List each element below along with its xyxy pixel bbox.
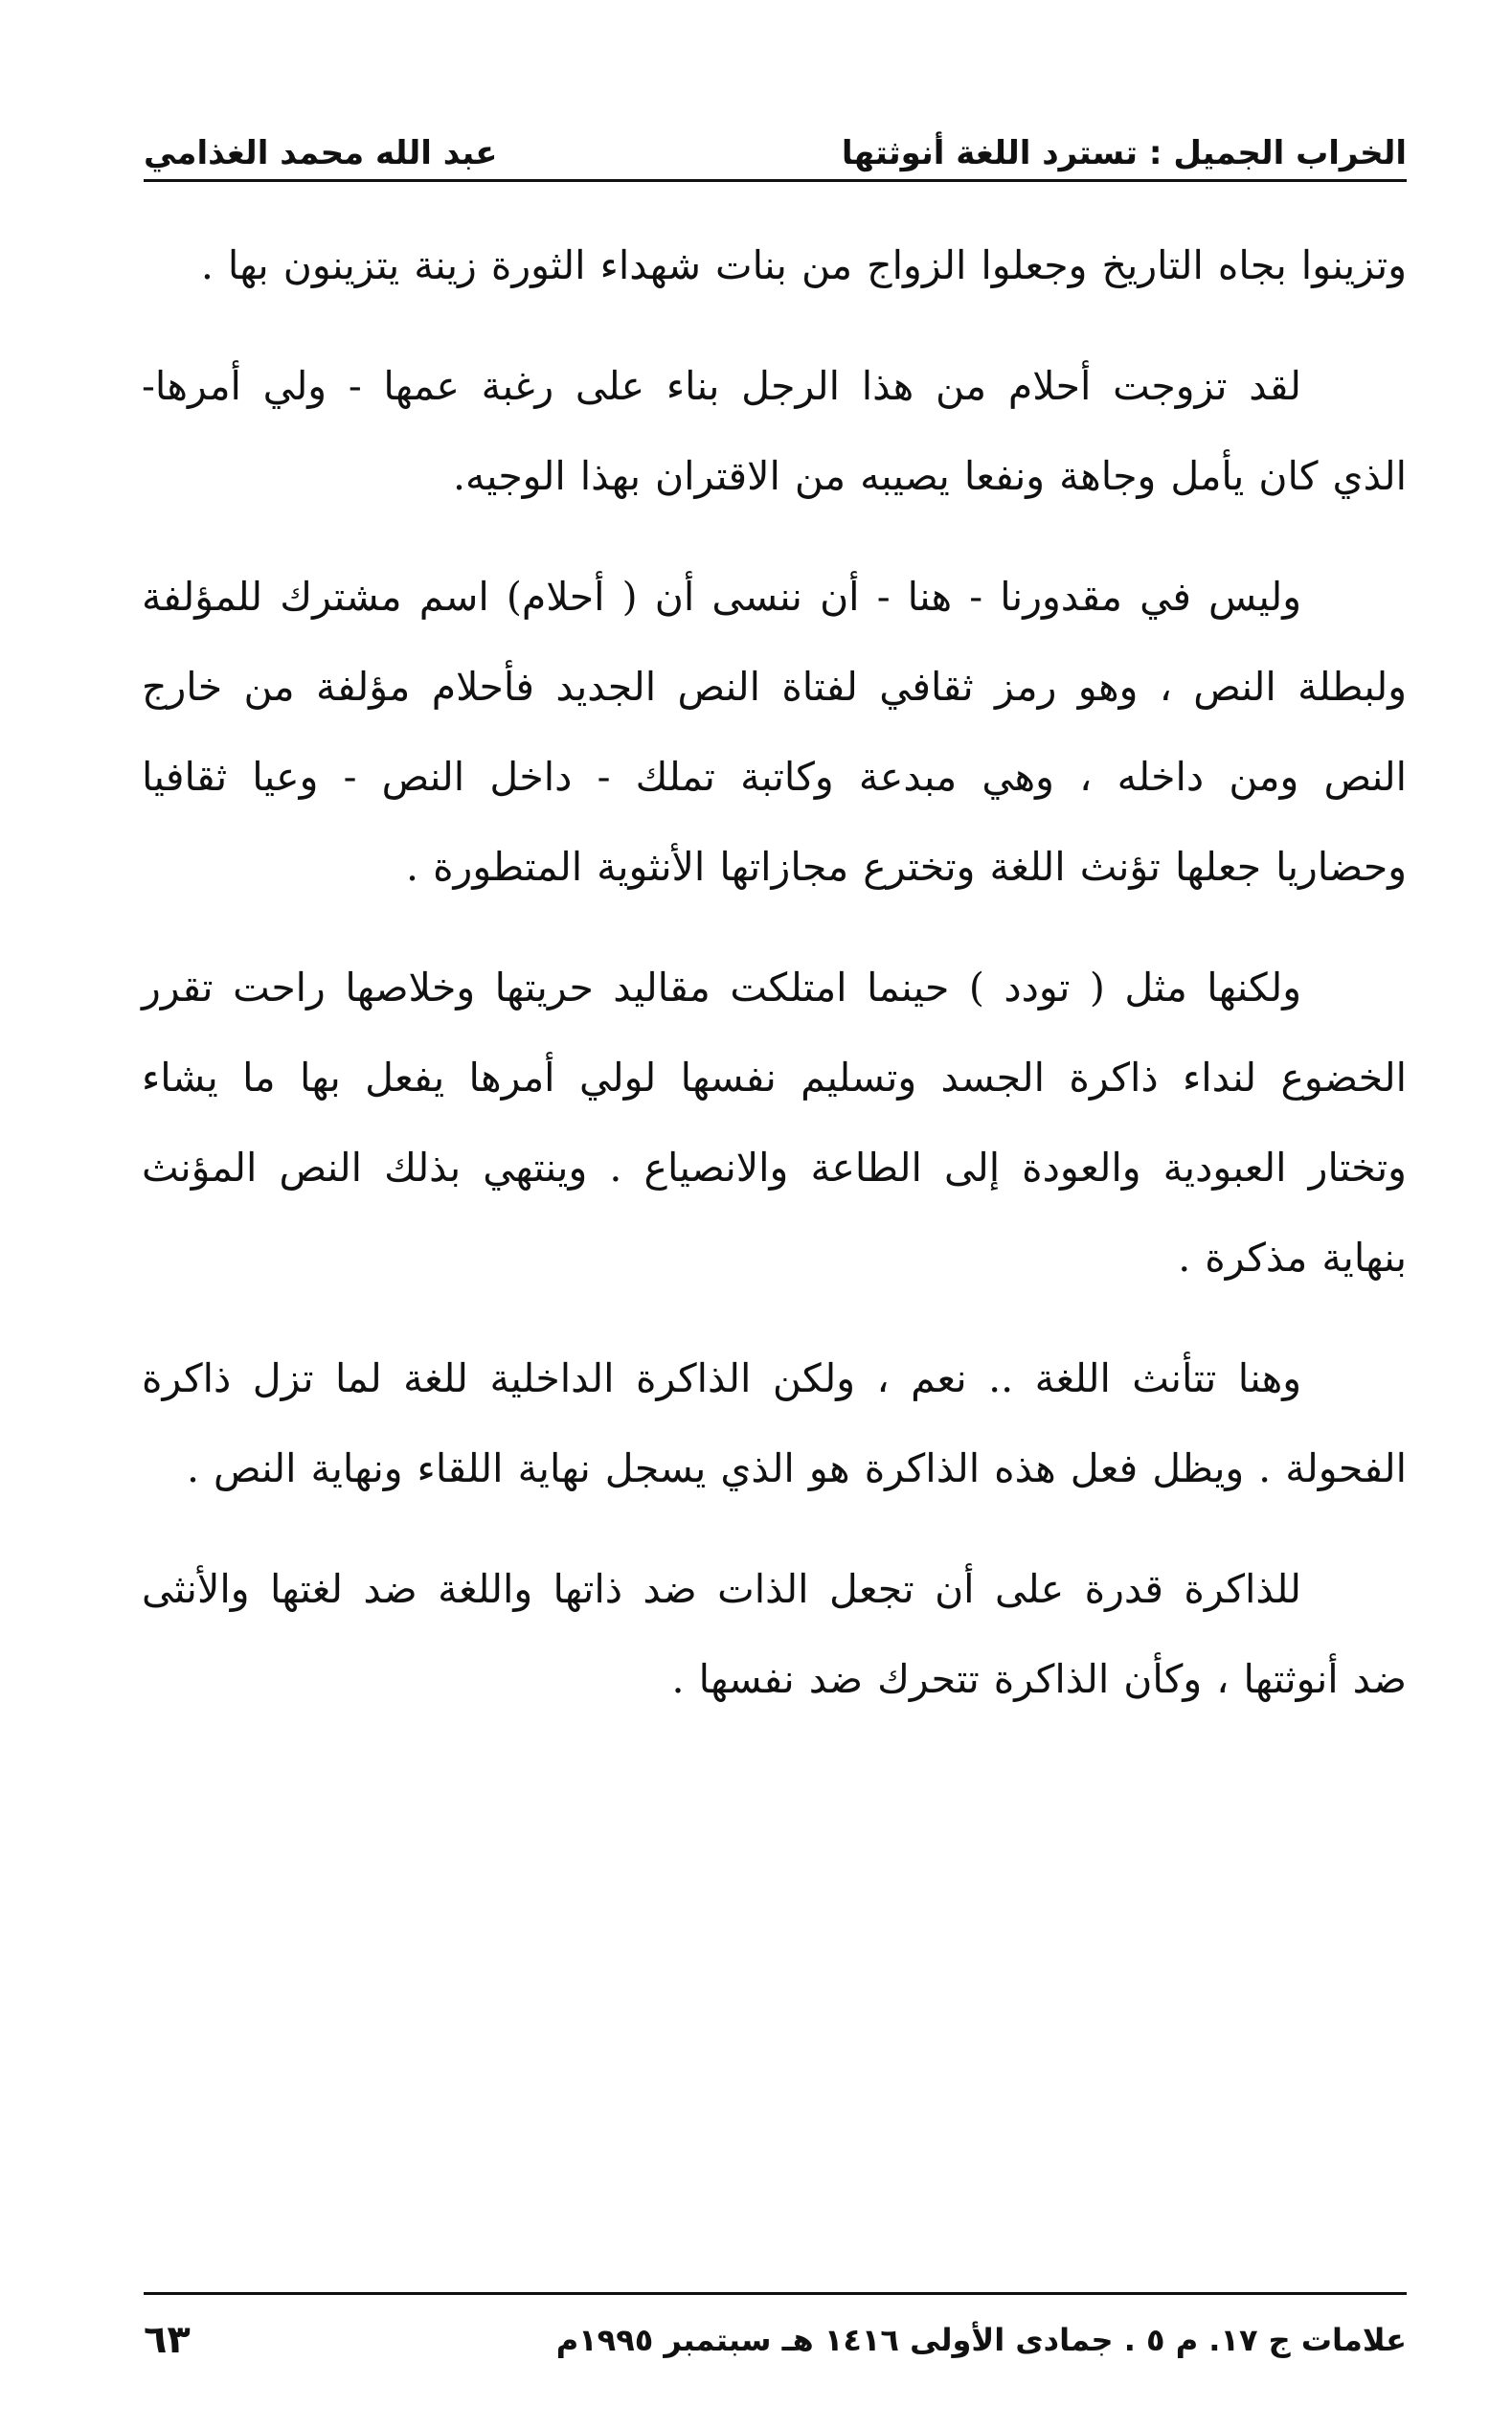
article-title: الخراب الجميل : تسترد اللغة أنوثتها: [841, 134, 1407, 172]
running-header: [144, 105, 1407, 182]
paragraph-4: ولكنها مثل ( تودد ) حينما امتلكت مقاليد حريتها وخلاصها راحت تقرر الخضوع لنداء ذاكرة الجسد وتسليم نفسها لولي أمرها يفعل بها ما يشاء وتختار العبودية والعودة إلى الطاعة والانصياع . وينتهي بذلك النص المؤنث بنهاية مذكرة .: [142, 965, 1407, 1281]
journal-citation: علامات ج ١٧. م ٥ . جمادى الأولى ١٤١٦ هـ سبتمبر ١٩٩٥م: [555, 2321, 1407, 2358]
paragraph-2: لقد تزوجت أحلام من هذا الرجل بناء على رغبة عمها - ولي أمرها- الذي كان يأمل وجاهة ونفعا يصيبه من الاقتران بهذا الوجيه.: [142, 363, 1407, 499]
page-footer: [144, 2294, 1407, 2385]
paragraph-1: وتزينوا بجاه التاريخ وجعلوا الزواج من بنات شهداء الثورة زينة يتزينون بها .: [200, 242, 1407, 288]
paragraph-5: وهنا تتأنث اللغة .. نعم ، ولكن الذاكرة الداخلية للغة لما تزل ذاكرة الفحولة . ويظل فعل هذه الذاكرة هو الذي يسجل نهاية اللقاء ونهاية النص .: [142, 1355, 1407, 1491]
page-number: ٦٣: [144, 2317, 191, 2362]
article-body: [142, 220, 1407, 1755]
author-name: عبد الله محمد الغذامي: [144, 134, 498, 172]
paragraph-3: وليس في مقدورنا - هنا - أن ننسى أن ( أحلام) اسم مشترك للمؤلفة ولبطلة النص ، وهو رمز ثقافي لفتاة النص الجديد فأحلام مؤلفة من خارج النص ومن داخله ، وهي مبدعة وكاتبة تملك - داخل النص - وعيا ثقافيا وحضاريا جعلها تؤنث اللغة وتخترع مجازاتها الأنثوية المتطورة .: [142, 574, 1407, 890]
paragraph-6: للذاكرة قدرة على أن تجعل الذات ضد ذاتها واللغة ضد لغتها والأنثى ضد أنوثتها ، وكأن الذاكرة تتحرك ضد نفسها .: [142, 1566, 1407, 1702]
